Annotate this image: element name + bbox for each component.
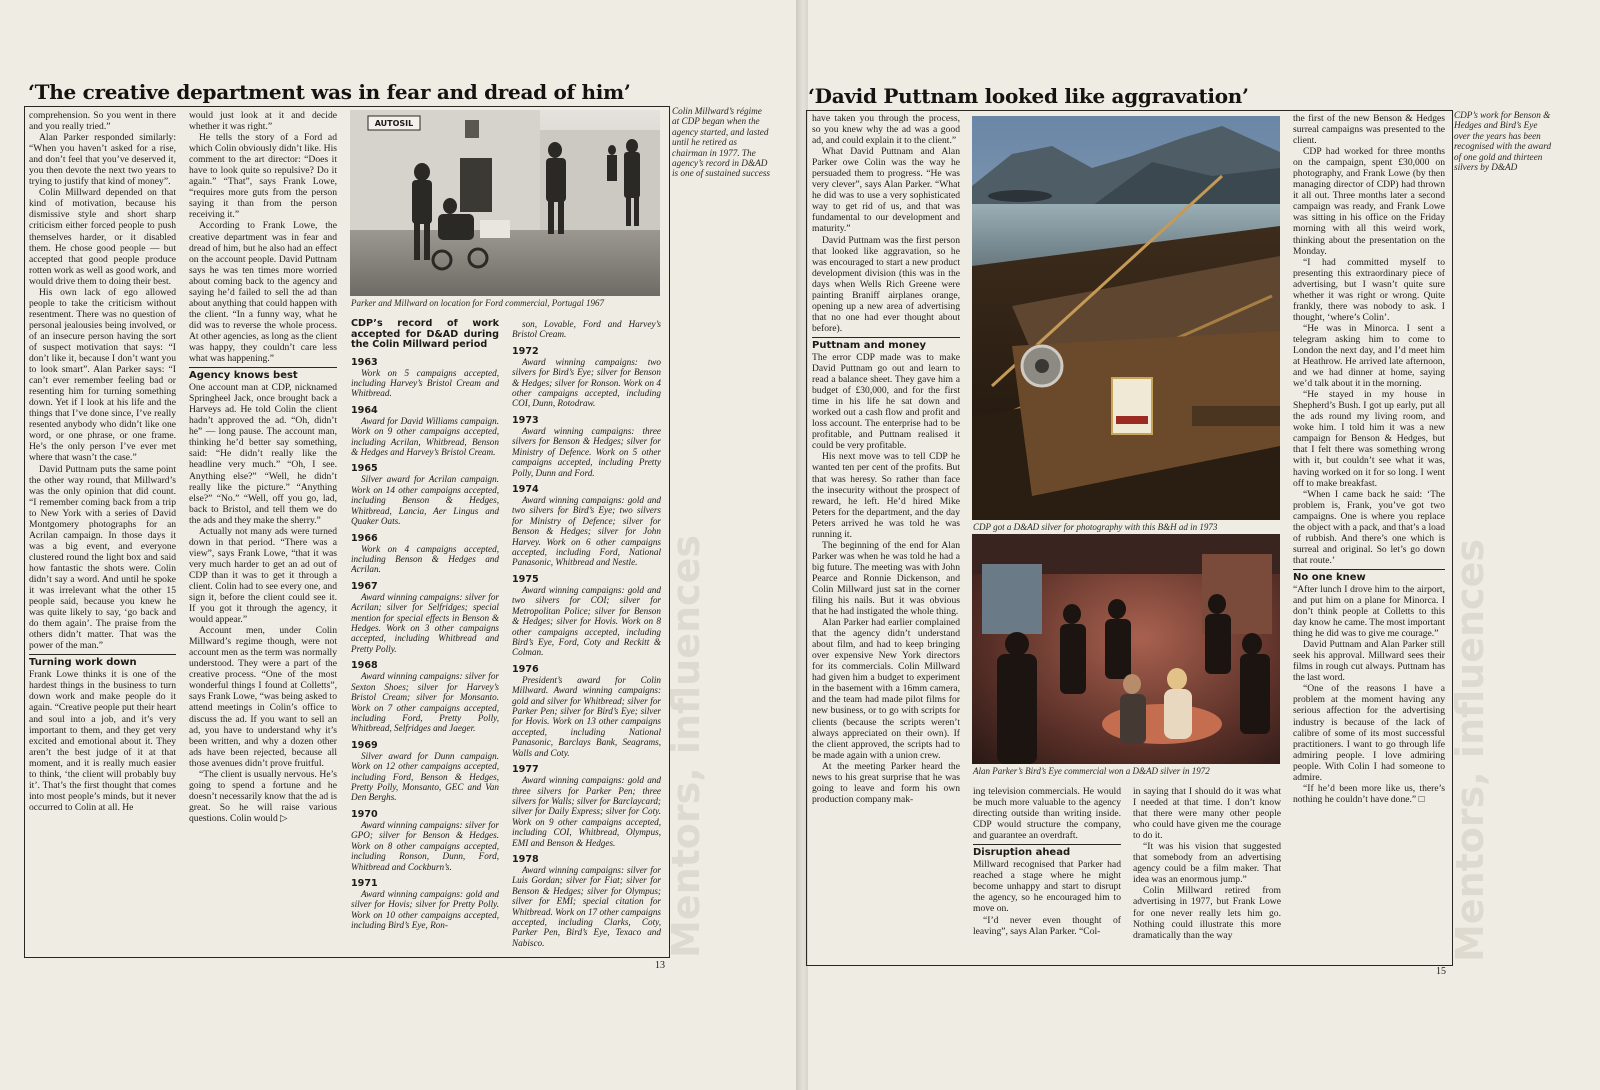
body-paragraph: CDP had worked for three months on the campaign, spent £30,000 on photography, and Frank Lowe (by then managing director of CDP) had thrown it all out. Three months later a second campaign was ready, and Frank Lowe was sitting in his office on the Friday morning with all this weird work, thinking about the presentation on the Monday. [1293,146,1445,257]
paragraph-group [812,352,960,805]
left-vertical-section-label: Mentors, influences [664,535,708,958]
record-year: 1963 [351,356,378,368]
body-paragraph: “It was his vision that suggested that somebody from an advertising agency could be a film maker. That idea was an enormous jump.” [1133,841,1281,886]
record-year: 1974 [512,483,539,495]
paragraph-group [1293,113,1445,566]
paragraph-group [812,113,960,334]
body-paragraph: “I had committed myself to presenting this extraordinary piece of advertising, but I wasn’t quite sure whether it was right or wrong. Quite frankly, there was nobody to ask. I thought, ‘where’s Colin’. [1293,256,1445,323]
body-paragraph: Actually not many ads were turned down in that period. “There was a view”, says Frank Lowe, “that it was very much harder to get an ad out of CDP than it was to get it through a client. Colin had to see every one, and sign it, before the client could see it. If you got it through the agency, it would appear.” [189,525,337,626]
body-paragraph: “The client is usually nervous. He’s going to spend a fortune and he doesn’t necessarily know that the ad is great. So he will raise various questions. Colin would ▷ [189,768,337,824]
body-paragraph: Millward recognised that Parker had reached a stage where he might become unhappy and start to disrupt the agency, so he encouraged him to move on. [973,859,1121,915]
right-photo2-caption: Alan Parker’s Bird’s Eye commercial won a D&AD silver in 1972 [973,766,1210,776]
record-text: Award winning campaigns: silver for Luis Gordan; silver for Fiat; silver for Benson & Hedges; silver for Olympus; silver for EMI; special citation for Whitbread. Work on 17 other campaigns accepted, including Clarks, Coty, Parker Pen, Bird’s Eye, Texaco and Nabisco. [512,864,661,948]
record-year: 1970 [351,808,378,820]
body-paragraph: “He was in Minorca. I sent a telegram asking him to come to London the next day, and I’d meet him at Heathrow. He arrived late afternoon, and we had dinner at home, saying we’d talk about it in the morning. [1293,322,1445,390]
body-paragraph: According to Frank Lowe, the creative department was in fear and dread of him, but he also had an effect on the account people. David Puttnam says he was ten times more worried about coming back to the agency and saying he’d failed to sell the ad than about anything that could happen with the client. “In a funny way, what he did was to reverse the whole process. At other agencies, as long as the client was happy, they couldn’t care less what was happening.” [189,220,337,365]
body-paragraph: The beginning of the end for Alan Parker was when he was told he had a big future. The meeting was with John Pearce and Ronnie Dickenson, and Colin Millward just sat in the corner filing his nails. But it was obvious that he had instigated the whole thing. [812,539,960,618]
record-year: 1964 [351,404,378,416]
record-text: Award winning campaigns: silver for GPO; silver for Benson & Hedges. Work on 8 other campaigns accepted, including Ronson, Dunn, Ford, Whitbread and Cockburn’s. [351,819,499,872]
body-paragraph: “I’d never even thought of leaving”, says Alan Parker. “Col- [973,914,1121,937]
record-title: CDP’s record of work accepted for D&AD during the Colin Millward period [351,319,499,350]
body-paragraph: Colin Millward retired from advertising in 1977, but Frank Lowe for one never really lets him go. Nothing could illustrate this more dramatically than the way [1133,885,1281,941]
record-text: Award winning campaigns: gold and three silvers for Parker Pen; three silvers for Walls; silver for Barclaycard; silver for Daily Express; silver for Coty. Work on 9 other campaigns accepted, including COI, Whitbread, Olympus, EMI and Benson & Hedges. [512,775,661,848]
body-paragraph: His own lack of ego allowed people to take the criticism without resentment. There was no question of personal jealousies being involved, or of an insecure person having the sort of suspect motivation that says: “I don’t like it, because I don’t want you to look smart”. Alan Parker says: “I can’t ever remember feeling bad or resenting him for turning something down. Yet if I look at his life and the things that I’ve done since, I’ve really resented anybody who didn’t like one word, or one phrase, or one frame. He’s the only person I’ve ever met where that wasn’t the case.” [29,286,176,464]
subhead-agency-knows-best: Agency knows best [189,367,337,381]
benson-hedges-photo [972,116,1280,520]
record-text: Award winning campaigns: silver for Acrilan; silver for Selfridges; special mention for special effects in Benson & Hedges. Work on 3 other campaigns accepted, including Whitbread and Pretty Polly. [351,591,499,654]
award-record-list [351,357,499,931]
paragraph-group [973,786,1121,841]
record-year: 1972 [512,345,539,357]
body-paragraph: “When I came back he said: ‘The problem is, Frank, you’ve got two campaigns. One is where you replace the object with a pack, and that’s a load of rubbish. And there’s one which is surreal and original. So let’s go down that route.’ [1293,488,1445,566]
paragraph-group [1133,786,1281,941]
record-year: 1969 [351,739,378,751]
paragraph-group [973,859,1121,936]
record-year: 1976 [512,663,539,675]
body-paragraph: One account man at CDP, nicknamed Springheel Jack, once brought back a Harveys ad. He told Colin the client hadn’t approved the ad. “Oh, didn’t he” — long pause. The account man, thinking he’d better say something, said: “He didn’t really like the headline very much.” “Oh, I see. Anything else?” “Well, he didn’t really like the picture.” “Anything else?” “No.” “Well, off you go, lad, back to Bristol, and tell them we do the ads and they make the sherry.” [189,382,337,526]
body-paragraph: the first of the new Benson & Hedges surreal campaigns was presented to the client. [1293,113,1445,147]
record-continued: son, Lovable, Ford and Harvey’s Bristol Cream. [512,319,661,340]
body-paragraph: “He stayed in my house in Shepherd’s Bush. I got up early, put all the ads round my living room, and woke him. I told him it was a new campaign for Benson & Hedges, but that I felt there was something wrong with it, but couldn’t see what it was, having worked on it for so long. I went off to make breakfast. [1293,389,1445,489]
right-column-3 [1133,786,1281,963]
paragraph-group [29,110,176,651]
body-paragraph: What David Puttnam and Alan Parker owe Colin was the way he persuaded them to progress. “He was very clever”, says Alan Parker. “What he did was to use a very sophisticated way to get rid of us, and that was fundamental to our development and maturity.” [812,146,960,235]
record-year: 1978 [512,853,539,865]
body-paragraph: David Puttnam puts the same point the other way round, that Millward’s was the only opinion that did count. “I remember coming back from a trip to New York with a series of David Montgomery photographs for an Acrilan campaign. In those days it was a big event, and everyone clustered round the light box and said how fantastic the shots were. Colin didn’t say a word. And until he spoke it was irrelevant what the other 15 people said, because you knew he was quite likely to say, ‘go back and do them again’. The praise from the others didn’t matter. That was the power of the man.” [29,463,176,652]
body-paragraph: in saying that I should do it was what I needed at that time. I don’t know that there were many other people who could have given me the courage to do it. [1133,786,1281,842]
body-paragraph: Frank Lowe thinks it is one of the hardest things in the business to turn down work and make people do it again. “Creative people put their heart and soul into a job, and it’s very important to them, and they get very excited and emotional about it. They aren’t the best judge of it at that moment, and it is really much easier to think, ‘the client will probably buy it’. That’s the first thought that comes into most people’s minds, but it never occurred to Colin at all. He [29,669,176,813]
subhead-puttnam-and-money: Puttnam and money [812,337,960,351]
record-text: Work on 5 campaigns accepted, including Harvey’s Bristol Cream and Whitbread. [351,367,499,399]
record-text: Work on 4 campaigns accepted, including Benson & Hedges and Acrilan. [351,543,499,575]
right-vertical-section-label: Mentors, influences [1448,539,1492,962]
award-record-list [512,346,661,948]
paragraph-group [189,110,337,364]
left-photo-caption: Parker and Millward on location for Ford commercial, Portugal 1967 [351,298,604,308]
record-text: Award winning campaigns: gold and silver for Hovis; silver for Pretty Polly. Work on 10 other campaigns accepted, including Bird’s Eye, Ron- [351,888,499,931]
right-column-4 [1293,113,1445,963]
body-paragraph: David Puttnam and Alan Parker still seek his approval. Millward sees their films in rough cut always. Puttnam has the last word. [1293,639,1445,684]
photo-sign-text: AUTOSIL [374,119,414,128]
body-paragraph: Alan Parker had earlier complained that the agency didn’t understand about film, and had to keep bringing over expensive New York directors for its commercials. Colin Millward had given him a budget to experiment in the basement with a 16mm camera, and the team had made pilot films for new business, or to go with scripts for clients (because the scripts weren’t always appreciated on their own). If the client approved, the scripts had to be made again with a union crew. [812,617,960,761]
left-column-1 [29,110,176,955]
body-paragraph: Colin Millward depended on that kind of motivation, because his dismissive style and short sharp criticism either forced people to push themselves harder, or it disabled them. He chose good people — but accepted that good people produce rotten work as well as good work, and would drive them to doing their best. [29,187,176,287]
paragraph-group [1293,584,1445,805]
record-text: Award winning campaigns: gold and two silvers for COI; silver for Metropolitan Police; silver for Benson & Hedges; silver for Hovis. Work on 8 other campaigns accepted, including Bird’s Eye, Ford, Coty and Reckitt & Colman. [512,584,661,658]
record-text: Silver award for Acrilan campaign. Work on 14 other campaigns accepted, including Benson & Hedges, Whitbread, Lancia, Aer Lingus and Quaker Oats. [351,474,499,527]
body-paragraph: Account men, under Colin Millward’s regime though, were not account men as the term was normally understood. They were a part of the creative process. “One of the most wonderful things I found at Colletts”, says Frank Lowe, “was being asked to attend meetings in Colin’s office to discuss the ad. If you want to sell an ad, you have to understand why it’s been written, and why a dozen other ads have been rejected, because all those avenues didn’t prove fruitful. [189,625,337,769]
record-text: Award winning campaigns: gold and two silvers for Bird’s Eye; two silvers for Ministry of Defence; silver for Benson & Hedges; silver for John Harvey. Work on 6 other campaigns accepted, including Ford, National Panasonic, Whitbread and Nestle. [512,495,661,568]
record-text: President’s award for Colin Millward. Award winning campaigns: gold and silver for Whitbread; silver for Parker Pen; silver for Bird’s Eye; silver for Hovis. Work on 13 other campaigns accepted, including National Panasonic, Barclays Bank, Seagrams, Walls and Coty. [512,674,661,758]
right-headline: ‘David Puttnam looked like aggravation’ [808,84,1249,108]
record-year: 1965 [351,463,378,475]
right-side-note: CDP’s work for Benson & Hedges and Bird’s Eye over the years has been recognised with the award of one gold and thirteen silvers by D&AD [1454,110,1552,173]
body-paragraph: comprehension. So you went in there and you really tried.” [29,110,176,133]
subhead-no-one-knew: No one knew [1293,569,1445,583]
paragraph-group [189,382,337,824]
record-year: 1975 [512,573,539,585]
location-photo [350,110,660,296]
body-paragraph: David Puttnam was the first person that looked like aggravation, so he was encouraged to start a new product development division (this was in the days when Wells Rich Greene were painting Braniff airplanes orange, opening up a new area of advertising that no one had ever thought about before). [812,234,960,334]
right-page [808,0,1600,1090]
record-column-1 [351,319,499,955]
body-paragraph: ing television commercials. He would be much more valuable to the agency directing outside than writing inside. CDP would structure the company, and guarantee an overdraft. [973,786,1121,842]
birds-eye-photo [972,534,1280,764]
body-paragraph: have taken you through the process, so you knew why the ad was a good ad, and could explain it to the client.” [812,113,960,147]
right-photo1-caption: CDP got a D&AD silver for photography with this B&H ad in 1973 [973,522,1218,532]
record-text: Award winning campaigns: silver for Sexton Shoes; silver for Harvey’s Bristol Cream; silver for Monsanto. Work on 7 other campaigns accepted, including Ford, Pretty Polly, Whitbread, Selfridges and Jaeger. [351,671,499,734]
left-headline: ‘The creative department was in fear and dread of him’ [28,80,631,104]
paragraph-group [29,669,176,813]
body-paragraph: The error CDP made was to make David Puttnam go out and learn to read a balance sheet. They gave him a budget of £30,000, and for the first time in his life he sat down and worked out a cash flow and profit and loss account. The enterprise had to be profitable, and Puttnam realised it could be very profitable. [812,351,960,452]
record-text: Silver award for Dunn campaign. Work on 12 other campaigns accepted, including Ford, Benson & Hedges, Pretty Polly, Monsanto, GEC and Van Den Berghs. [351,750,499,803]
body-paragraph: “If he’d been more like us, there’s nothing he couldn’t have done.” □ [1293,782,1445,805]
record-year: 1966 [351,532,378,544]
record-year: 1967 [351,580,378,592]
right-column-2 [973,786,1121,963]
subhead-disruption-ahead: Disruption ahead [973,844,1121,858]
record-text: Award winning campaigns: two silvers for Bird’s Eye; silver for Benson & Hedges; silver for Ronson. Work on 4 other campaigns accepted, including COI, Dunn, Rotodraw. [512,356,661,409]
left-column-2 [189,110,337,955]
subhead-turning-work-down: Turning work down [29,654,176,668]
page-number-15: 15 [1436,966,1446,977]
body-paragraph: “After lunch I drove him to the airport, and put him on a plane for Minorca. I don’t think people at Colletts to this day know he came. The most important thing he did was to give me courage.” [1293,583,1445,640]
record-text: Award for David Williams campaign. Work on 9 other campaigns accepted, including Acrilan, Whitbread, Benson & Hedges and Harvey’s Bristol Cream. [351,415,499,458]
record-year: 1973 [512,414,539,426]
left-side-note: Colin Millward’s régime at CDP began when the agency started, and lasted until he retired as chairman in 1977. The agency’s record in D&AD is one of sustained success [672,106,770,179]
body-paragraph: would just look at it and decide whether it was right.” [189,110,337,133]
body-paragraph: Alan Parker responded similarly: “When you haven’t asked for a rise, and don’t feel that you’ve deserved it, you then devote the next two years to trying to justify that kind of money”. [29,132,176,188]
body-paragraph: His next move was to tell CDP he wanted ten per cent of the profits. But that was heresy. So rather than face the insecurity without the prospect of reward, he left. He’d hired Mike Peters for the department, and the day Peters arrived he was told he was running it. [812,451,960,540]
page-number-13: 13 [655,960,665,971]
record-text: Award winning campaigns: three silvers for Benson & Hedges; silver for Ministry of Defence. Work on 5 other campaigns accepted, including Pretty Polly, Dunn and Ford. [512,425,661,478]
record-year: 1977 [512,764,539,776]
body-paragraph: At the meeting Parker heard the news to his great surprise that he was going to leave and form his own production company mak- [812,760,960,805]
record-column-2 [512,319,661,955]
body-paragraph: He tells the story of a Ford ad which Colin obviously didn’t like. His comment to the art director: “Does it have to look quite so repulsive? Do it again.” “That”, says Frank Lowe, “requires more guts from the person saying it than from the person receiving it.” [189,132,337,221]
body-paragraph: “One of the reasons I have a problem at the moment having any serious affection for the advertising industry is because of the lack of calibre of some of its most successful practitioners. I want to go through life admiring people. I love admiring people. With Colin I had someone to admire. [1293,683,1445,783]
record-year: 1971 [351,877,378,889]
right-column-1 [812,113,960,963]
record-year: 1968 [351,660,378,672]
